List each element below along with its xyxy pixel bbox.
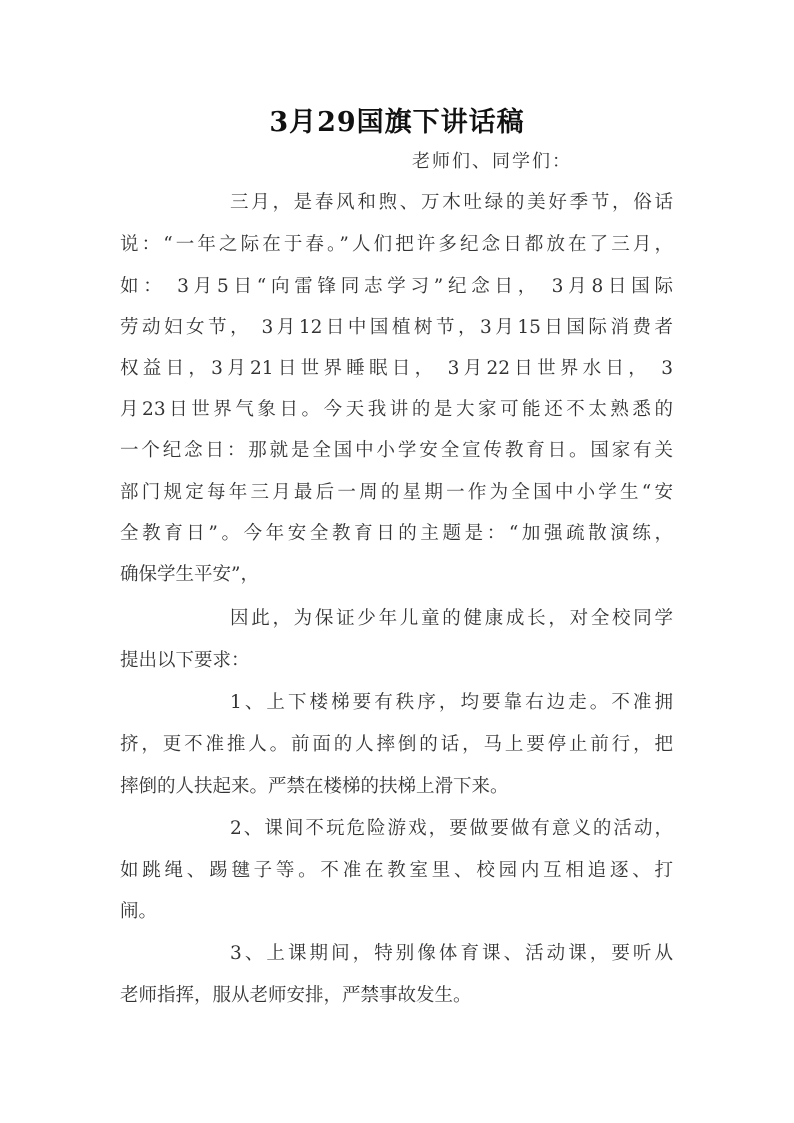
body-line: 因此，为保证少年儿童的健康成长，对全校同学: [230, 608, 673, 629]
greeting: 老师们、同学们：: [412, 151, 572, 172]
body-line: 如： 3月5日“向雷锋同志学习”纪念日， 3月8日国际: [120, 276, 673, 297]
body-line: 挤，更不准推人。前面的人摔倒的话，马上要停止前行，把: [120, 734, 673, 755]
body-line: 一个纪念日：那就是全国中小学安全宣传教育日。国家有关: [120, 440, 673, 461]
body-line: 老师指挥，服从老师安排，严禁事故发生。: [120, 985, 472, 1006]
body-line: 如跳绳、踢毽子等。不准在教室里、校园内互相追逐、打: [120, 860, 673, 881]
requirement-1: 1、上下楼梯要有秩序，均要靠右边走。不准拥: [230, 692, 673, 713]
body-line: 三月，是春风和煦、万木吐绿的美好季节，俗话: [230, 192, 673, 213]
body-line: 闹。: [120, 901, 158, 922]
requirement-3: 3、上课期间，特别像体育课、活动课，要听从: [230, 943, 673, 964]
body-line: 劳动妇女节， 3月12日中国植树节，3月15日国际消费者: [120, 317, 673, 338]
body-line: 提出以下要求：: [120, 650, 250, 671]
body-line: 月23日世界气象日。今天我讲的是大家可能还不太熟悉的: [120, 399, 673, 420]
document-title: 3月29国旗下讲话稿: [269, 107, 525, 138]
body-line: 说：“一年之际在于春。”人们把许多纪念日都放在了三月，: [120, 234, 673, 255]
body-line: 权益日，3月21日世界睡眠日， 3月22日世界水日， 3: [120, 358, 673, 379]
body-line: 部门规定每年三月最后一周的星期一作为全国中小学生“安: [120, 482, 673, 503]
body-line: 摔倒的人扶起来。严禁在楼梯的扶梯上滑下来。: [120, 776, 509, 797]
body-line: 确保学生平安”，: [120, 564, 259, 585]
requirement-2: 2、课间不玩危险游戏，要做要做有意义的活动，: [230, 818, 673, 839]
body-line: 全教育日”。今年安全教育日的主题是：“加强疏散演练，: [120, 523, 673, 544]
